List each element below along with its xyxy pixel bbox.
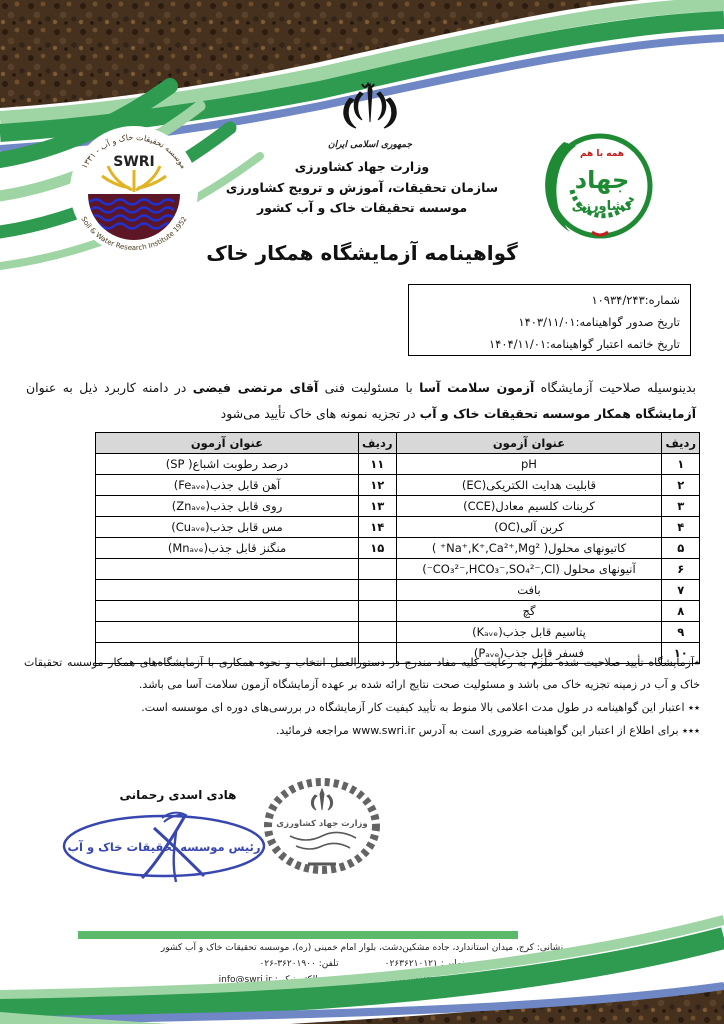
tel-label: تلفن: [318,958,339,969]
jihad-word: جهاد [574,166,630,194]
test-name: گچ [396,601,662,622]
table-row [96,559,700,580]
certificate-number-label: شماره: [644,293,680,307]
table-row [96,454,700,475]
row-number: ۳ [662,496,700,517]
certification-statement [26,375,696,429]
director-signature-stamp [58,802,276,886]
swri-acronym: SWRI [113,154,155,170]
table-row [96,475,700,496]
iran-national-emblem [308,76,432,162]
ministry-line-2: سازمان تحقیقات، آموزش و ترویج کشاورزی [225,179,499,195]
table-row [96,496,700,517]
row-number: ۶ [662,559,700,580]
table-row [96,622,700,643]
stamp-emblem-icon [311,789,332,810]
statement-text: در دامنه کاربرد ذیل به عنوان [26,379,193,395]
test-name: pH [396,454,662,475]
test-name [96,622,359,643]
fax-line [385,957,465,973]
technical-manager-name: آقای مرتضی فیضی [192,379,319,395]
footer-green-bar [78,931,518,939]
footer-address: نشانی: کرج، میدان استاندارد، جاده مشکین‌دشت، بلوار امام خمینی (ره)، موسسه تحقیقات خاک و آب کشور [160,943,564,953]
col-header-row-number: ردیف [662,433,700,454]
test-name: بافت [396,580,662,601]
row-number: ۱۵ [358,538,396,559]
tel-number: ۰۲۶-۳۶۲۰۱۹۰۰ [259,958,316,969]
col-header-row-number: ردیف [358,433,396,454]
footer-fax-tel-row [140,957,584,973]
row-number [358,580,396,601]
keshavarzi-word: کشاورزی [571,199,633,214]
table-row [96,580,700,601]
jihad-keshavarzi-logo [534,126,662,248]
fax-number: ۰۲۶۳۶۲۱۰۱۲۱ [384,958,438,969]
row-number: ۱۴ [358,517,396,538]
website-label: وب‌سایت: [467,974,506,985]
allah-emblem-icon [308,76,432,136]
test-name: روی قابل جذب(Znₐᵥₑ) [96,496,359,517]
footnote-3: ٭٭٭ برای اطلاع از اعتبار این گواهینامه ضروری است به آدرس www.swri.ir مراجعه فرمائید. [276,724,700,737]
tel-line [259,957,338,973]
email-line [219,973,340,989]
row-number: ۹ [662,622,700,643]
test-name: فسفر قابل جذب(Pₐᵥₑ) [396,643,662,664]
row-number: ۱۲ [358,475,396,496]
row-number: ۱ [662,454,700,475]
certificate-number-value: ۱۰۹۳۴/۲۴۳ [591,293,645,307]
test-scope-table [95,432,700,664]
footnote-2: ٭٭ اعتبار این گواهینامه در طول مدت اعلامی بالا منوط به تأیید کیفیت کار آزمایشگاه در بررسی‌های دوره ای موسسه است. [141,701,700,714]
test-name: منگنز قابل جذب(Mnₐᵥₑ) [96,538,359,559]
soil-photo-bottom [290,984,724,1024]
table-row [96,517,700,538]
issue-date-label: تاریخ صدور گواهینامه: [575,314,680,329]
table-row [96,538,700,559]
statement-text: بدینوسیله صلاحیت آزمایشگاه [534,379,696,395]
test-name [96,601,359,622]
row-number [358,601,396,622]
row-number: ۵ [662,538,700,559]
row-number: ۱۰ [662,643,700,664]
page-title: گواهینامه آزمایشگاه همکار خاک [206,241,518,265]
swri-arc-top-text: موسسه تحقیقات خاک و آب - ۱۳۳۱ [79,132,189,171]
test-name: قابلیت هدایت الکتریکی(EC) [396,475,662,496]
footer-web-email-row [140,973,584,989]
ministry-line-1: وزارت جهاد کشاورزی [294,159,430,174]
email-address: info@swri.ir [218,974,272,985]
partner-lab-designation: آزمایشگاه همکار موسسه تحقیقات خاک و آب [419,406,696,422]
row-number: ۴ [662,517,700,538]
certificate-number-line [415,290,680,312]
signatory-title: رئیس موسسه تحقیقات خاک و آب [67,840,261,854]
footnotes [24,652,700,743]
test-name: مس قابل جذب(Cuₐᵥₑ) [96,517,359,538]
row-number: ۱۱ [358,454,396,475]
col-header-test-title: عنوان آزمون [396,433,662,454]
email-label: پست الکترونیکی: [274,974,340,985]
ministry-official-stamp [260,776,386,878]
statement-text: در تجزیه نمونه های خاک تأیید می‌شود [220,406,420,422]
swri-arc-bottom-text: Soil & Water Research Institute 1952 [79,215,189,253]
signatory-name: هادی اسدی رحمانی [119,788,237,802]
test-name: کربنات کلسیم معادل(CCE) [396,496,662,517]
test-name [96,580,359,601]
issue-date-value: ۱۴۰۳/۱۱/۰۱ [518,314,576,329]
test-name: کربن آلی(OC) [396,517,662,538]
test-name: آنیونهای محلول (CO₃²⁻,HCO₃⁻,SO₄²⁻,Cl⁻) [396,559,662,580]
certificate-info-box [408,284,691,356]
row-number: ۷ [662,580,700,601]
fax-label: نمابر : [440,958,465,969]
stamp-text: وزارت جهاد کشاورزی [276,819,368,829]
jihad-motto: همه با هم [579,149,625,159]
issue-date-line [415,312,680,334]
website-url: http://www.swri.ir [385,974,465,985]
expiry-date-line [415,334,680,356]
website-line [386,973,505,989]
col-header-test-title: عنوان آزمون [96,433,359,454]
row-number: ۱۳ [358,496,396,517]
row-number [358,622,396,643]
table-row [96,601,700,622]
test-name: درصد رطوبت اشباع( SP) [96,454,359,475]
table-header-row [96,433,700,454]
stamp-scribble [290,832,356,864]
test-name [96,559,359,580]
test-name: آهن قابل جذب(Feₐᵥₑ) [96,475,359,496]
row-number: ۸ [662,601,700,622]
row-number: ۲ [662,475,700,496]
ministry-header-block [182,157,542,219]
laboratory-name: آزمون سلامت آسا [419,379,535,395]
footnote-1: ٭آزمایشگاه تأیید صلاحیت شده ملزم به رعایت کلیه مفاد مندرج در دستورالعمل انتخاب و نحوه همکاری با آزمایشگاه‌های همکار موسسه تحقیقات خاک و آب در زمینه تجزیه خاک می باشد و مسئولیت صحت نتایج ارائه شده بر عهده آزمایشگاه آزمون سلامت آسا می باشد. [24,656,700,691]
ministry-line-3: موسسه تحقیقات خاک و آب کشور [256,200,468,216]
expiry-date-value: ۱۴۰۴/۱۱/۰۱ [488,336,547,351]
expiry-date-label: تاریخ خاتمه اعتبار گواهینامه: [546,336,680,351]
row-number [358,559,396,580]
test-name: پتاسیم قابل جذب(Kₐᵥₑ) [396,622,662,643]
footer-contact-block [140,941,584,988]
emblem-caption: جمهوری اسلامی ایران [327,140,413,150]
test-name: کاتیونهای محلول( Na⁺,K⁺,Ca²⁺,Mg²⁺ ) [396,538,662,559]
statement-text: با مسئولیت فنی [318,379,420,395]
